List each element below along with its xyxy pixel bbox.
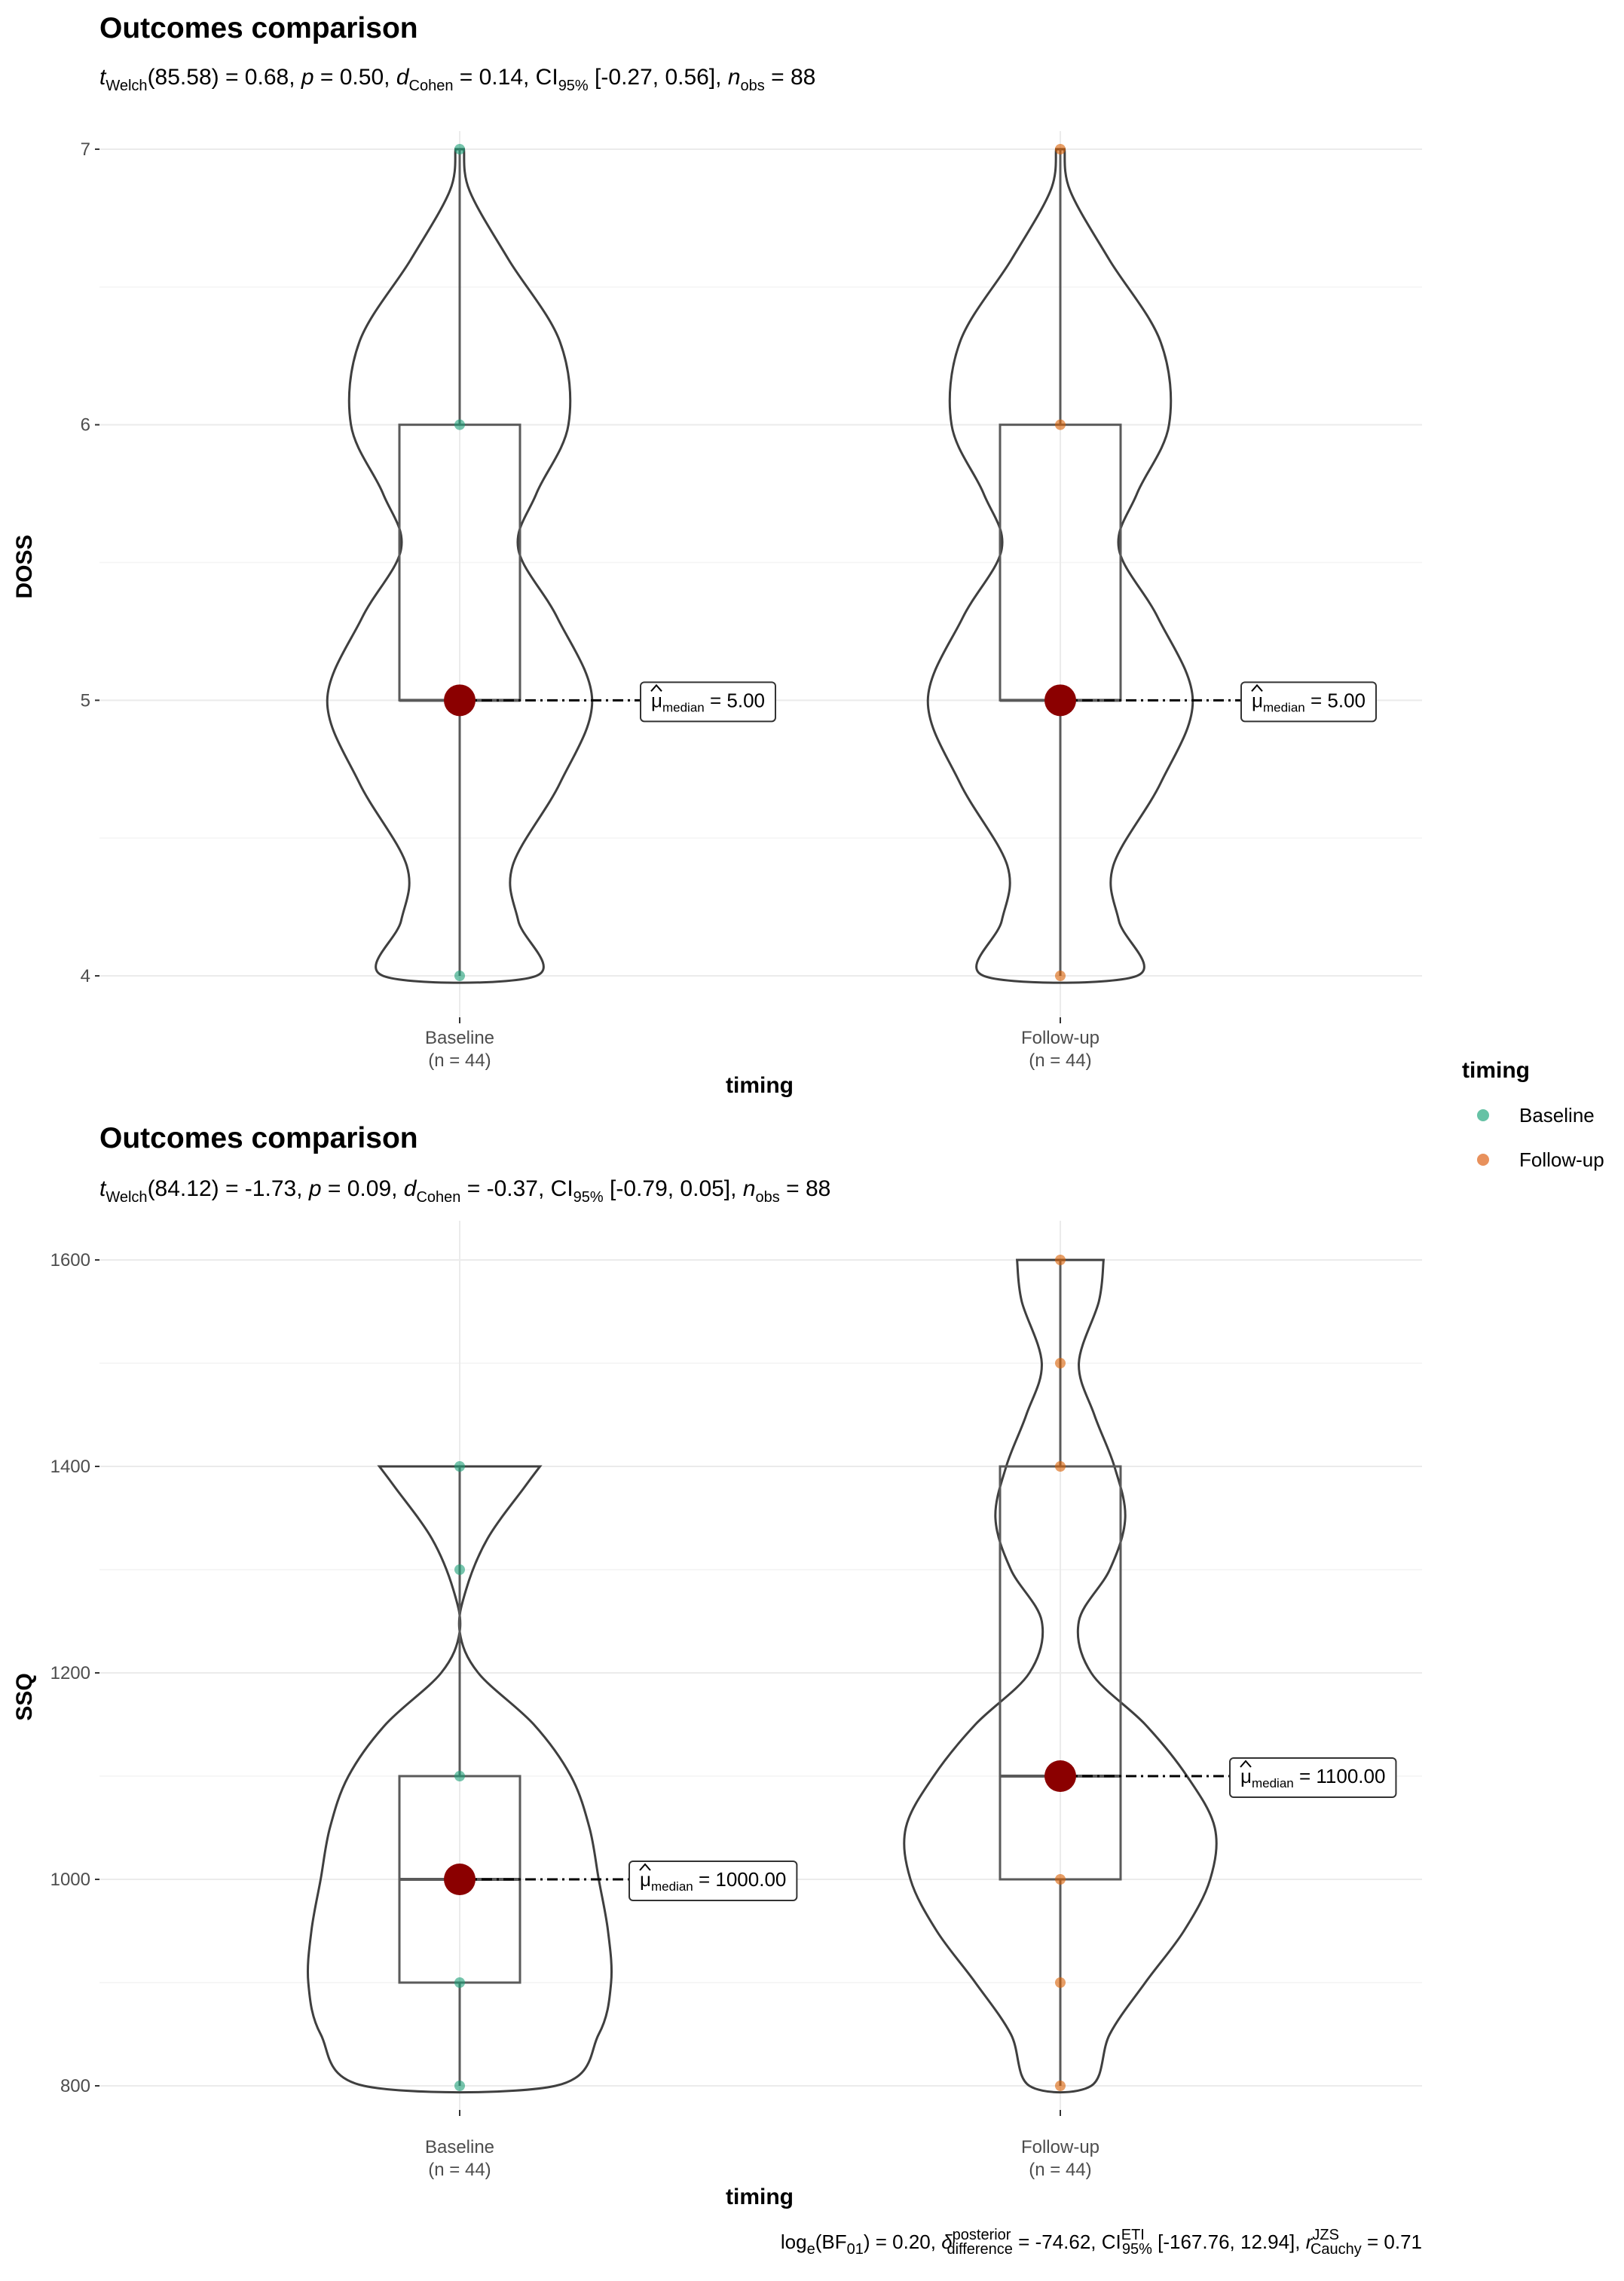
panel-2-x-axis: [425, 2110, 1099, 2180]
cap-log-sub: e: [806, 2241, 815, 2258]
sub2-t-rest: (84.12) = -1.73,: [147, 1176, 309, 1201]
data-point: [454, 2081, 465, 2091]
median-label-sub: median: [662, 700, 705, 715]
data-point: [1055, 1977, 1066, 1988]
x-tick-label: Follow-up: [1020, 1028, 1100, 1048]
median-marker: [1044, 684, 1076, 716]
legend-label-follow-up: Follow-up: [1519, 1148, 1604, 1171]
panel-1-y-axis-title: DOSS: [12, 534, 37, 599]
median-label: [1241, 682, 1376, 721]
data-point: [454, 971, 465, 981]
cap-ci-rest: [-167.76, 12.94],: [1151, 2231, 1306, 2253]
panel-2-caption: [781, 2227, 1422, 2258]
panel-2-x-axis-title: timing: [726, 2185, 794, 2209]
sub1-p: p: [301, 65, 314, 90]
data-point: [1055, 1874, 1066, 1885]
median-label-mu: μ: [651, 689, 662, 712]
median-label: [641, 682, 775, 721]
sub2-ci-rest: [-0.79, 0.05],: [603, 1176, 743, 1201]
legend-label-baseline: Baseline: [1519, 1104, 1595, 1127]
cap-ci-sup: ETI: [1121, 2227, 1145, 2243]
cap-r-sub: Cauchy: [1310, 2241, 1362, 2258]
sub1-ci-sub: 95%: [558, 78, 589, 94]
panel-1-x-axis: [425, 1017, 1099, 1071]
sub1-t-rest: (85.58) = 0.68,: [147, 65, 301, 90]
sub2-d: d: [403, 1176, 417, 1201]
y-tick-label: 4: [80, 966, 90, 986]
data-point: [1055, 420, 1066, 430]
cap-log: log: [780, 2231, 807, 2253]
y-tick-label: 5: [80, 690, 90, 711]
legend-key-follow-up: [1477, 1154, 1489, 1166]
data-point: [1055, 1255, 1066, 1265]
y-tick-label: 1200: [50, 1663, 90, 1683]
sub2-t-sub: Welch: [106, 1189, 148, 1206]
cap-delta-sub: difference: [947, 2241, 1013, 2258]
median-label-value: = 5.00: [704, 689, 765, 712]
sub2-d-rest: = -0.37, CI: [460, 1176, 573, 1201]
cap-r-sup: JZS: [1312, 2227, 1339, 2243]
median-label: [1230, 1758, 1396, 1797]
panel-2-grid: [99, 1221, 1422, 2110]
sub2-t: t: [99, 1176, 106, 1201]
sub1-d-rest: = 0.14, CI: [453, 65, 558, 90]
x-tick-label: Follow-up: [1020, 2137, 1100, 2157]
panel-ssq: [12, 1122, 1422, 2258]
median-label-value: = 5.00: [1304, 689, 1366, 712]
sub1-ci-rest: [-0.27, 0.56],: [588, 65, 728, 90]
sub1-t-sub: Welch: [106, 78, 148, 94]
sub1-d-sub: Cohen: [408, 78, 454, 94]
cap-delta-sup: posterior: [952, 2227, 1011, 2243]
data-point: [454, 1564, 465, 1575]
cap-r-rest: = 0.71: [1361, 2231, 1422, 2253]
panel-1-y-axis: [81, 139, 99, 986]
panel-1-subtitle: [99, 65, 815, 94]
sub2-p-rest: = 0.09,: [321, 1176, 404, 1201]
median-label-mu: μ: [640, 1868, 651, 1891]
median-marker: [1044, 1760, 1076, 1792]
panel-2-y-axis-title: SSQ: [12, 1673, 37, 1721]
x-tick-n-label: (n = 44): [428, 2160, 491, 2180]
panel-1-x-axis-title: timing: [726, 1073, 794, 1098]
data-point: [1055, 2081, 1066, 2091]
data-point: [454, 144, 465, 154]
panel-doss: [12, 12, 1422, 1098]
panel-1-marks: [327, 144, 1376, 983]
cap-bf-sub: 01: [846, 2241, 864, 2258]
data-point: [454, 420, 465, 430]
sub2-d-sub: Cohen: [416, 1189, 461, 1206]
median-label-value: = 1000.00: [693, 1868, 787, 1891]
sub1-n-sub: obs: [740, 78, 765, 94]
sub1-t: t: [99, 65, 106, 90]
sub2-n-rest: = 88: [779, 1176, 831, 1201]
panel-2-subtitle: [99, 1176, 830, 1206]
y-tick-label: 7: [80, 139, 90, 160]
data-point: [1055, 971, 1066, 981]
y-tick-label: 800: [60, 2076, 90, 2096]
y-tick-label: 6: [80, 414, 90, 436]
data-point: [1055, 1358, 1066, 1368]
sub2-n: n: [742, 1176, 756, 1201]
y-tick-label: 1000: [50, 1870, 90, 1890]
data-point: [454, 1461, 465, 1472]
median-label: [629, 1861, 797, 1900]
data-point: [1055, 144, 1066, 154]
x-tick-label: Baseline: [424, 1028, 495, 1048]
legend: [1462, 1058, 1604, 1171]
sub2-ci-sub: 95%: [573, 1189, 604, 1206]
median-label-sub: median: [1262, 700, 1305, 715]
panel-2-title: Outcomes comparison: [99, 1122, 418, 1154]
panel-1-grid: [99, 131, 1422, 1017]
median-label-mu: μ: [1252, 689, 1263, 712]
legend-key-baseline: [1477, 1109, 1489, 1121]
cap-bf: (BF: [815, 2231, 847, 2253]
data-point: [454, 1977, 465, 1988]
cap-ci-sub: 95%: [1121, 2241, 1152, 2258]
data-point: [1055, 1461, 1066, 1472]
median-label-value: = 1100.00: [1293, 1765, 1386, 1787]
median-marker: [444, 684, 476, 716]
cap-bf-rest: ) = 0.20,: [863, 2231, 942, 2253]
x-tick-n-label: (n = 44): [428, 1050, 491, 1071]
sub2-n-sub: obs: [755, 1189, 780, 1206]
sub1-d: d: [396, 65, 409, 90]
panel-1-title: Outcomes comparison: [99, 12, 418, 44]
median-label-sub: median: [650, 1879, 693, 1894]
sub1-n: n: [727, 65, 741, 90]
x-tick-label: Baseline: [424, 2137, 495, 2157]
cap-delta-rest: = -74.62, CI: [1012, 2231, 1121, 2253]
y-tick-label: 1400: [50, 1457, 90, 1477]
median-label-sub: median: [1251, 1776, 1294, 1790]
x-tick-n-label: (n = 44): [1029, 1050, 1092, 1071]
median-marker: [444, 1864, 476, 1895]
sub2-p: p: [308, 1176, 322, 1201]
sub1-n-rest: = 88: [764, 65, 816, 90]
y-tick-label: 1600: [50, 1250, 90, 1270]
x-tick-n-label: (n = 44): [1029, 2160, 1092, 2180]
panel-2-y-axis: [50, 1250, 99, 2096]
legend-title: timing: [1462, 1058, 1530, 1083]
data-point: [454, 1771, 465, 1781]
median-label-mu: μ: [1240, 1765, 1252, 1787]
cap-r: r: [1305, 2231, 1313, 2253]
sub1-p-rest: = 0.50,: [313, 65, 396, 90]
cap-delta: δ: [941, 2231, 953, 2253]
